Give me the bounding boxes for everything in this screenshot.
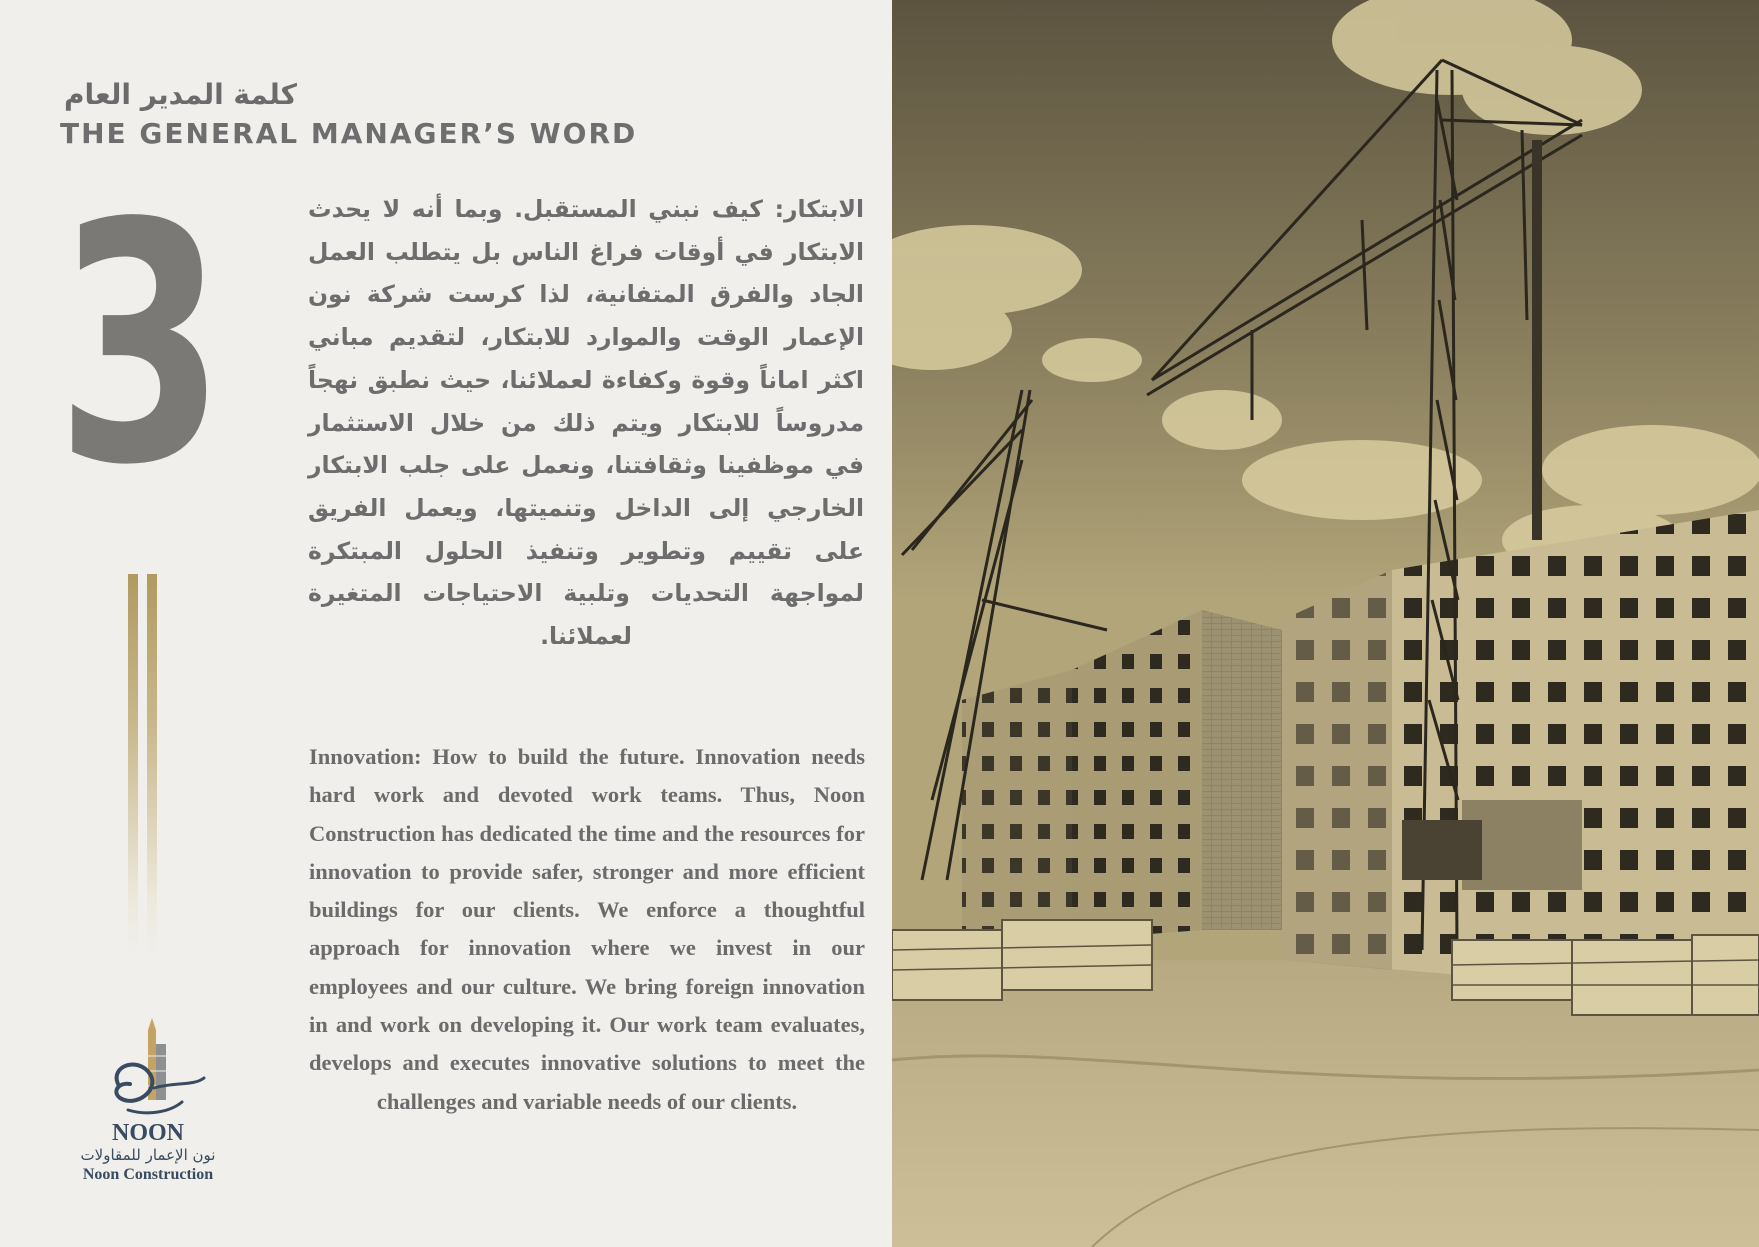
body-english: Innovation: How to build the future. Innovation needs hard work and devoted work teams. Thus, Noon Construction has dedicated the time and the resources for innovation to provide safer, stronger and more efficient buildings for our clients. We enforce a thoughtful approach for innovation where we invest in our employees and our culture. We bring foreign innovation in and work on developing it. Our work team evaluates, develops and executes innovative solutions to meet the challenges and variable needs of our clients. — [309, 744, 865, 1114]
gold-bar-left — [128, 574, 138, 954]
logo-name-english: Noon Construction — [82, 1166, 214, 1183]
title-arabic: كلمة المدير العام — [64, 78, 297, 111]
title-english: THE GENERAL MANAGER’S WORD — [60, 117, 638, 150]
construction-photo — [892, 0, 1759, 1247]
construction-site-image — [892, 0, 1759, 1247]
logo-name-arabic: نون الإعمار للمقاولات — [80, 1146, 216, 1164]
body-arabic: الابتكار: كيف نبني المستقبل. وبما أنه لا يحدث الابتكار في أوقات فراغ الناس بل يتطلب العمل الجاد والفرق المتفانية، لذا كرست شركة نون الإعمار الوقت والموارد للابتكار، لتقديم مباني اكثر اماناً وقوة وكفاءة لعملائنا، حيث نطبق نهجاً مدروساً للابتكار ويتم ذلك من خلال الاستثمار في موظفينا وثقافتنا، ونعمل على جلب الابتكار الخارجي إلى الداخل وتنميتها، ويعمل الفريق على تقييم وتطوير وتنفيذ الحلول المبتكرة لمواجهة التحديات وتلبية الاحتياجات المتغيرة لعملائنا. — [308, 195, 864, 651]
logo-icon — [58, 1016, 238, 1146]
gold-bar-right — [147, 574, 157, 954]
logo-wordmark: NOON — [112, 1120, 184, 1146]
company-logo — [58, 1016, 238, 1186]
page-number: 3 — [56, 153, 226, 537]
